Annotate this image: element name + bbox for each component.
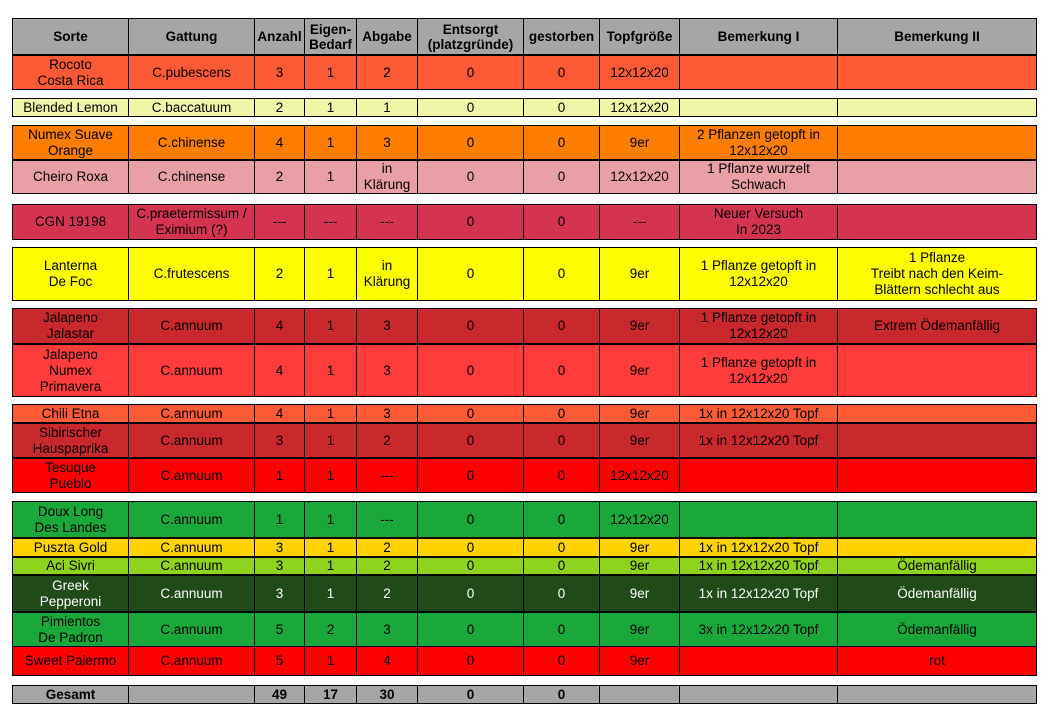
cell-sorte: Rocoto Costa Rica xyxy=(12,55,129,90)
cell-gestorben: 0 xyxy=(524,247,600,301)
cell-bemerkung-2: rot xyxy=(838,646,1037,676)
cell-entsorgt: 0 xyxy=(418,423,524,458)
cell-abgabe: in Klärung xyxy=(357,160,418,194)
cell-sorte: Gesamt xyxy=(12,685,129,704)
cell-eigen-bedarf: 1 xyxy=(305,557,357,575)
cell-bemerkung-1: Neuer Versuch In 2023 xyxy=(680,204,838,240)
cell-eigen-bedarf: 1 xyxy=(305,501,357,538)
cell-entsorgt: 0 xyxy=(418,458,524,493)
cell-sorte: Greek Pepperoni xyxy=(12,575,129,612)
table-row xyxy=(12,55,1037,90)
table-row xyxy=(12,98,1037,117)
cell-abgabe: 30 xyxy=(357,685,418,704)
cell-gattung: C.annuum xyxy=(129,458,255,493)
cell-abgabe: 3 xyxy=(357,344,418,397)
cell-entsorgt: 0 xyxy=(418,308,524,344)
cell-eigen-bedarf: 1 xyxy=(305,404,357,423)
cell-gestorben: 0 xyxy=(524,125,600,160)
cell-gestorben: 0 xyxy=(524,458,600,493)
cell-gattung: C.praetermissum / Eximium (?) xyxy=(129,204,255,240)
cell-anzahl: 2 xyxy=(255,160,305,194)
cell-sorte: Doux Long Des Landes xyxy=(12,501,129,538)
cell-sorte: Pimientos De Padron xyxy=(12,612,129,647)
cell-eigen-bedarf: --- xyxy=(305,204,357,240)
cell-gestorben: 0 xyxy=(524,55,600,90)
cell-bemerkung-2 xyxy=(838,98,1037,117)
cell-topfgroesse: 12x12x20 xyxy=(600,98,680,117)
cell-eigen-bedarf: 1 xyxy=(305,344,357,397)
cell-topfgroesse: 9er xyxy=(600,344,680,397)
table-row xyxy=(12,204,1037,240)
cell-gestorben: 0 xyxy=(524,204,600,240)
cell-gestorben: 0 xyxy=(524,612,600,647)
cell-sorte: Chili Etna xyxy=(12,404,129,423)
cell-sorte: Cheiro Roxa xyxy=(12,160,129,194)
table-row xyxy=(12,458,1037,493)
cell-bemerkung-2 xyxy=(838,55,1037,90)
cell-gestorben: 0 xyxy=(524,557,600,575)
cell-entsorgt: 0 xyxy=(418,160,524,194)
cell-sorte: Tesuque Pueblo xyxy=(12,458,129,493)
cell-anzahl: 2 xyxy=(255,247,305,301)
cell-bemerkung-1: 1x in 12x12x20 Topf xyxy=(680,557,838,575)
cell-entsorgt: 0 xyxy=(418,204,524,240)
cell-topfgroesse: 9er xyxy=(600,308,680,344)
cell-topfgroesse: 9er xyxy=(600,575,680,612)
cell-eigen-bedarf: 1 xyxy=(305,160,357,194)
cell-entsorgt: 0 xyxy=(418,247,524,301)
cell-abgabe: 2 xyxy=(357,538,418,557)
cell-anzahl: 5 xyxy=(255,646,305,676)
cell-entsorgt: 0 xyxy=(418,612,524,647)
cell-bemerkung-2: Bemerkung II xyxy=(838,18,1037,55)
cell-entsorgt: 0 xyxy=(418,98,524,117)
cell-bemerkung-2: Ödemanfällig xyxy=(838,612,1037,647)
cell-entsorgt: 0 xyxy=(418,125,524,160)
cell-gattung: C.annuum xyxy=(129,646,255,676)
cell-sorte: Numex Suave Orange xyxy=(12,125,129,160)
cell-eigen-bedarf: 1 xyxy=(305,247,357,301)
cell-anzahl: 3 xyxy=(255,55,305,90)
cell-gestorben: 0 xyxy=(524,160,600,194)
cell-eigen-bedarf: 1 xyxy=(305,423,357,458)
cell-gestorben: 0 xyxy=(524,98,600,117)
table-row xyxy=(12,423,1037,458)
cell-topfgroesse: Topfgröße xyxy=(600,18,680,55)
cell-abgabe: 2 xyxy=(357,557,418,575)
cell-topfgroesse: 9er xyxy=(600,125,680,160)
cell-topfgroesse xyxy=(600,685,680,704)
cell-anzahl: --- xyxy=(255,204,305,240)
cell-bemerkung-2: Ödemanfällig xyxy=(838,557,1037,575)
cell-abgabe: 3 xyxy=(357,308,418,344)
cell-gestorben: 0 xyxy=(524,404,600,423)
cell-topfgroesse: 9er xyxy=(600,557,680,575)
cell-bemerkung-2 xyxy=(838,501,1037,538)
cell-bemerkung-1: 3x in 12x12x20 Topf xyxy=(680,612,838,647)
cell-gestorben: 0 xyxy=(524,501,600,538)
cell-anzahl: Anzahl xyxy=(255,18,305,55)
cell-gestorben: 0 xyxy=(524,538,600,557)
cell-sorte: Jalapeno Numex Primavera xyxy=(12,344,129,397)
cell-anzahl: 1 xyxy=(255,458,305,493)
cell-topfgroesse: 9er xyxy=(600,646,680,676)
cell-abgabe: 3 xyxy=(357,404,418,423)
cell-anzahl: 2 xyxy=(255,98,305,117)
cell-gattung: C.chinense xyxy=(129,125,255,160)
cell-abgabe: 2 xyxy=(357,423,418,458)
cell-anzahl: 3 xyxy=(255,575,305,612)
cell-topfgroesse: 12x12x20 xyxy=(600,501,680,538)
cell-anzahl: 5 xyxy=(255,612,305,647)
cell-bemerkung-1: 1x in 12x12x20 Topf xyxy=(680,404,838,423)
cell-eigen-bedarf: 1 xyxy=(305,125,357,160)
cell-eigen-bedarf: 1 xyxy=(305,55,357,90)
cell-entsorgt: 0 xyxy=(418,557,524,575)
cell-gattung: C.annuum xyxy=(129,423,255,458)
cell-gattung: C.pubescens xyxy=(129,55,255,90)
cell-eigen-bedarf: 1 xyxy=(305,646,357,676)
table-row xyxy=(12,247,1037,301)
cell-bemerkung-1 xyxy=(680,501,838,538)
cell-sorte: CGN 19198 xyxy=(12,204,129,240)
cell-gestorben: 0 xyxy=(524,646,600,676)
cell-bemerkung-1: 1 Pflanze getopft in 12x12x20 xyxy=(680,308,838,344)
cell-abgabe: 1 xyxy=(357,98,418,117)
cell-bemerkung-1: 1 Pflanze getopft in 12x12x20 xyxy=(680,344,838,397)
cell-eigen-bedarf: 1 xyxy=(305,575,357,612)
cell-gattung: C.annuum xyxy=(129,557,255,575)
cell-topfgroesse: 12x12x20 xyxy=(600,160,680,194)
cell-bemerkung-1: 1x in 12x12x20 Topf xyxy=(680,538,838,557)
cell-topfgroesse: 9er xyxy=(600,423,680,458)
cell-entsorgt: 0 xyxy=(418,538,524,557)
table-row xyxy=(12,646,1037,676)
table-row xyxy=(12,557,1037,575)
cell-abgabe: 4 xyxy=(357,646,418,676)
cell-eigen-bedarf: Eigen- Bedarf xyxy=(305,18,357,55)
cell-bemerkung-1: 1x in 12x12x20 Topf xyxy=(680,423,838,458)
cell-topfgroesse: 9er xyxy=(600,247,680,301)
cell-abgabe: 3 xyxy=(357,125,418,160)
cell-anzahl: 4 xyxy=(255,308,305,344)
cell-sorte: Sibirischer Hauspaprika xyxy=(12,423,129,458)
cell-gattung: C.annuum xyxy=(129,538,255,557)
cell-gattung: C.chinense xyxy=(129,160,255,194)
cell-topfgroesse: 12x12x20 xyxy=(600,55,680,90)
cell-sorte: Puszta Gold xyxy=(12,538,129,557)
cell-gestorben: 0 xyxy=(524,685,600,704)
cell-bemerkung-1 xyxy=(680,646,838,676)
cell-entsorgt: Entsorgt (platzgründe) xyxy=(418,18,524,55)
cell-anzahl: 4 xyxy=(255,344,305,397)
cell-anzahl: 3 xyxy=(255,538,305,557)
cell-entsorgt: 0 xyxy=(418,404,524,423)
cell-gattung: C.annuum xyxy=(129,501,255,538)
cell-anzahl: 4 xyxy=(255,404,305,423)
cell-gattung: C.annuum xyxy=(129,404,255,423)
cell-sorte: Blended Lemon xyxy=(12,98,129,117)
cell-bemerkung-1: 1 Pflanze wurzelt Schwach xyxy=(680,160,838,194)
table-row xyxy=(12,160,1037,194)
cell-sorte: Lanterna De Foc xyxy=(12,247,129,301)
table-row xyxy=(12,404,1037,423)
cell-gestorben: 0 xyxy=(524,344,600,397)
cell-topfgroesse: 9er xyxy=(600,538,680,557)
cell-topfgroesse: --- xyxy=(600,204,680,240)
cell-gestorben: gestorben xyxy=(524,18,600,55)
cell-bemerkung-1 xyxy=(680,685,838,704)
cell-bemerkung-1: 1 Pflanze getopft in 12x12x20 xyxy=(680,247,838,301)
cell-sorte: Sorte xyxy=(12,18,129,55)
cell-bemerkung-2 xyxy=(838,125,1037,160)
cell-bemerkung-1 xyxy=(680,98,838,117)
cell-bemerkung-2 xyxy=(838,458,1037,493)
cell-gattung: C.frutescens xyxy=(129,247,255,301)
cell-bemerkung-2 xyxy=(838,204,1037,240)
table-row xyxy=(12,344,1037,397)
cell-eigen-bedarf: 2 xyxy=(305,612,357,647)
cell-gestorben: 0 xyxy=(524,308,600,344)
cell-sorte: Sweet Palermo xyxy=(12,646,129,676)
cell-bemerkung-1 xyxy=(680,55,838,90)
cell-entsorgt: 0 xyxy=(418,344,524,397)
cell-abgabe: in Klärung xyxy=(357,247,418,301)
cell-anzahl: 1 xyxy=(255,501,305,538)
cell-anzahl: 3 xyxy=(255,557,305,575)
cell-bemerkung-1: 2 Pflanzen getopft in 12x12x20 xyxy=(680,125,838,160)
cell-gattung: C.baccatuum xyxy=(129,98,255,117)
cell-abgabe: 2 xyxy=(357,575,418,612)
table-row xyxy=(12,612,1037,647)
cell-anzahl: 49 xyxy=(255,685,305,704)
cell-gattung: C.annuum xyxy=(129,575,255,612)
cell-anzahl: 3 xyxy=(255,423,305,458)
cell-bemerkung-2 xyxy=(838,685,1037,704)
cell-bemerkung-2 xyxy=(838,423,1037,458)
cell-gattung: C.annuum xyxy=(129,308,255,344)
cell-bemerkung-2 xyxy=(838,404,1037,423)
cell-bemerkung-2: Ödemanfällig xyxy=(838,575,1037,612)
table-row xyxy=(12,308,1037,344)
cell-eigen-bedarf: 1 xyxy=(305,538,357,557)
cell-abgabe: Abgabe xyxy=(357,18,418,55)
cell-abgabe: --- xyxy=(357,501,418,538)
table-row xyxy=(12,575,1037,612)
cell-entsorgt: 0 xyxy=(418,575,524,612)
table-row xyxy=(12,538,1037,557)
header-row xyxy=(12,18,1037,55)
cell-bemerkung-2 xyxy=(838,160,1037,194)
cell-abgabe: --- xyxy=(357,458,418,493)
cell-abgabe: 2 xyxy=(357,55,418,90)
cell-sorte: Aci Sivri xyxy=(12,557,129,575)
cell-bemerkung-2 xyxy=(838,344,1037,397)
cell-topfgroesse: 9er xyxy=(600,404,680,423)
cell-gattung: C.annuum xyxy=(129,344,255,397)
cell-anzahl: 4 xyxy=(255,125,305,160)
cell-gestorben: 0 xyxy=(524,575,600,612)
cell-gattung xyxy=(129,685,255,704)
cell-bemerkung-1: Bemerkung I xyxy=(680,18,838,55)
cell-gattung: C.annuum xyxy=(129,612,255,647)
cell-bemerkung-1 xyxy=(680,458,838,493)
table-row xyxy=(12,501,1037,538)
cell-entsorgt: 0 xyxy=(418,685,524,704)
cell-bemerkung-2: 1 Pflanze Treibt nach den Keim- Blättern schlecht aus xyxy=(838,247,1037,301)
cell-abgabe: --- xyxy=(357,204,418,240)
cell-sorte: Jalapeno Jalastar xyxy=(12,308,129,344)
cell-entsorgt: 0 xyxy=(418,646,524,676)
table-row xyxy=(12,125,1037,160)
total-row xyxy=(12,685,1037,704)
cell-bemerkung-2 xyxy=(838,538,1037,557)
cell-bemerkung-2: Extrem Ödemanfällig xyxy=(838,308,1037,344)
cell-eigen-bedarf: 17 xyxy=(305,685,357,704)
cell-entsorgt: 0 xyxy=(418,501,524,538)
cell-gestorben: 0 xyxy=(524,423,600,458)
cell-bemerkung-1: 1x in 12x12x20 Topf xyxy=(680,575,838,612)
cell-eigen-bedarf: 1 xyxy=(305,458,357,493)
cell-gattung: Gattung xyxy=(129,18,255,55)
cell-abgabe: 3 xyxy=(357,612,418,647)
cell-eigen-bedarf: 1 xyxy=(305,308,357,344)
cell-topfgroesse: 12x12x20 xyxy=(600,458,680,493)
cell-eigen-bedarf: 1 xyxy=(305,98,357,117)
cell-entsorgt: 0 xyxy=(418,55,524,90)
cell-topfgroesse: 9er xyxy=(600,612,680,647)
